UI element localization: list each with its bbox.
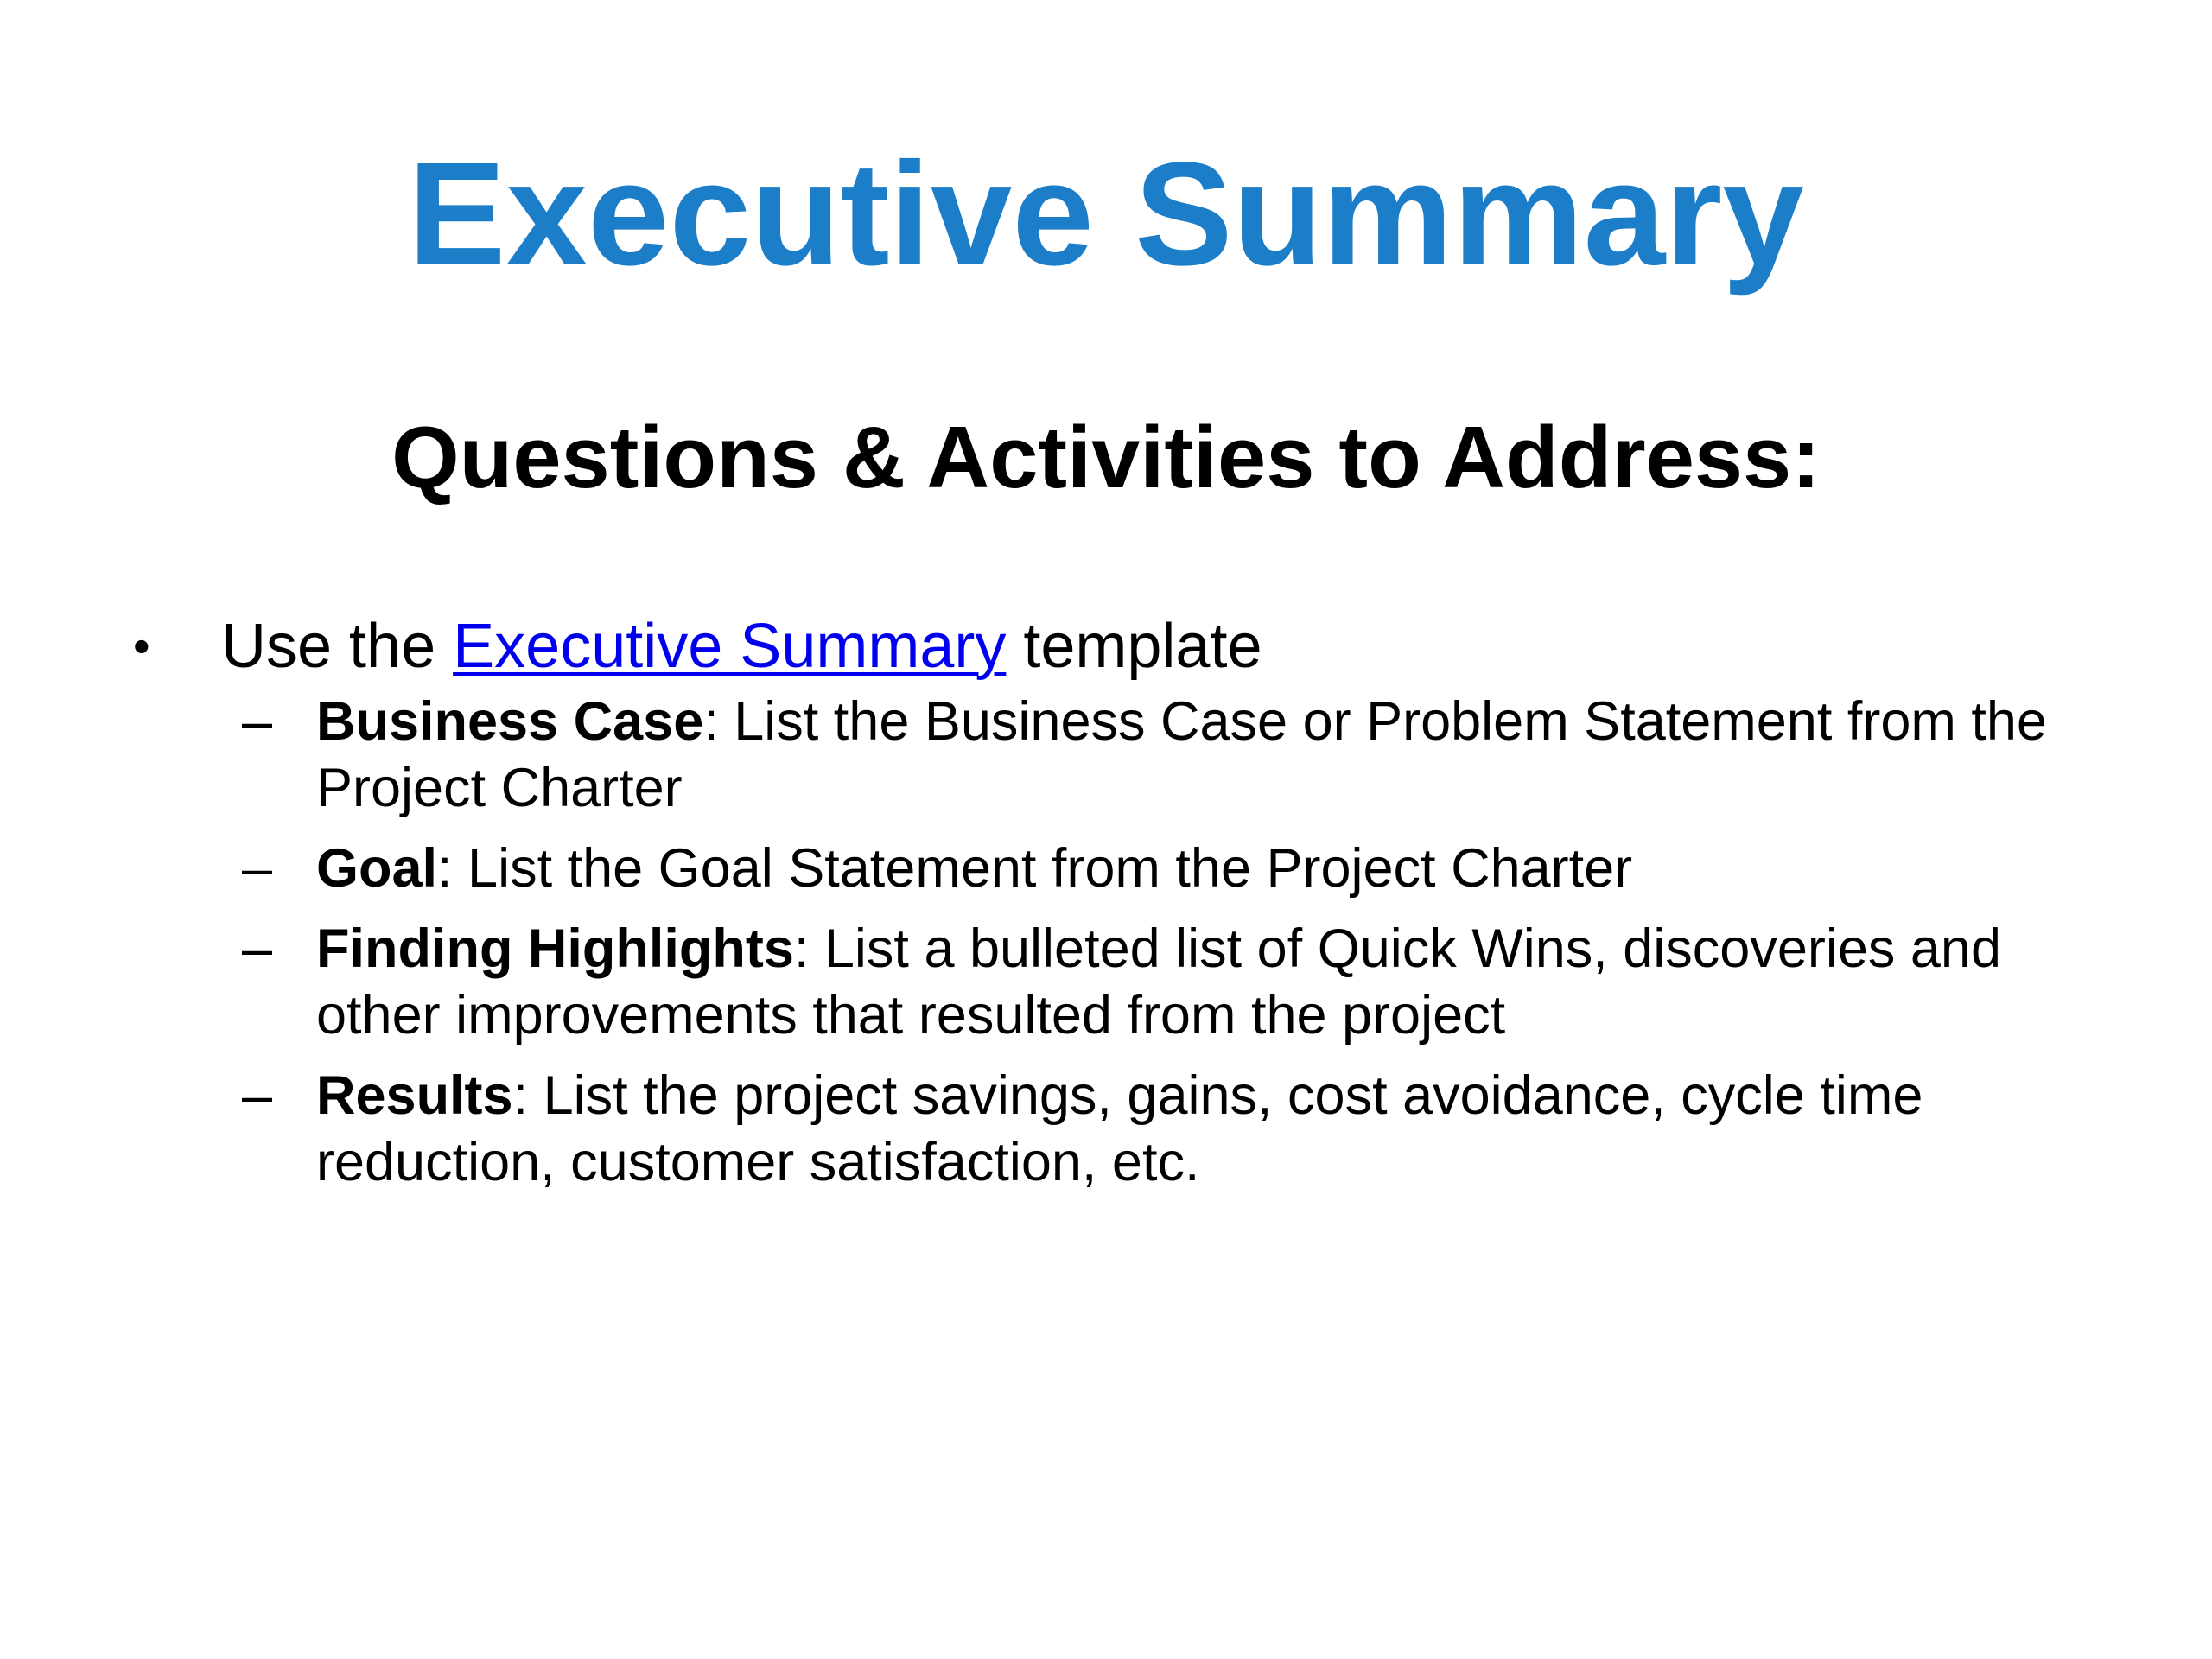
dash-mark: –	[242, 1065, 273, 1126]
dash-mark: –	[242, 838, 273, 899]
sub-item-term: Business Case	[316, 691, 704, 752]
bullet-prefix: Use the	[221, 612, 454, 681]
dash-mark: –	[242, 691, 273, 752]
sub-item-finding-highlights	[130, 916, 2117, 1049]
sub-item-text	[316, 1063, 2117, 1196]
sub-item-description: : List the Goal Statement from the Project Charter	[437, 838, 1633, 899]
slide-content	[130, 609, 2117, 1210]
sub-item-text	[316, 689, 2117, 822]
sub-item-term: Finding Highlights	[316, 918, 794, 979]
bullet-mark: •	[133, 619, 150, 673]
bullet-text	[221, 609, 2117, 683]
slide-subtitle: Questions & Activities to Address:	[391, 410, 1821, 506]
sub-item-description: : List a bulleted list of Quick Wins, discoveries and other improvements that resulted from the project	[316, 918, 2001, 1046]
sub-item-goal	[130, 836, 2117, 902]
sub-item-description: : List the Business Case or Problem Statement from the Project Charter	[316, 691, 2047, 818]
sub-item-results	[130, 1063, 2117, 1196]
sub-item-term: Goal	[316, 838, 438, 899]
sub-item-term: Results	[316, 1065, 513, 1126]
sub-list	[130, 689, 2117, 1196]
bullet-item	[130, 609, 2117, 683]
sub-item-description: : List the project savings, gains, cost avoidance, cycle time reduction, customer satisfaction, etc.	[316, 1065, 1923, 1192]
bullet-suffix: template	[1006, 612, 1262, 681]
sub-item-text	[316, 836, 2117, 902]
slide-title: Executive Summary	[408, 132, 1804, 296]
executive-summary-link[interactable]: Executive Summary	[453, 612, 1007, 681]
sub-item-business-case	[130, 689, 2117, 822]
dash-mark: –	[242, 918, 273, 979]
sub-item-text	[316, 916, 2117, 1049]
